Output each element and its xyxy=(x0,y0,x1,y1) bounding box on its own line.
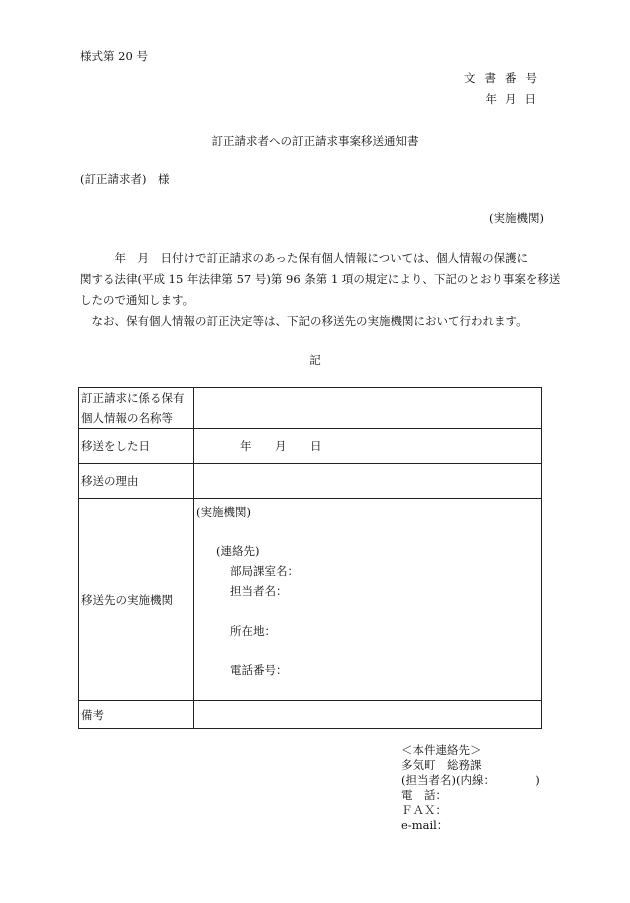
body-line-3: したので通知します。 xyxy=(80,293,195,307)
transfer-reason-value[interactable] xyxy=(194,464,542,499)
destination-org-value[interactable] xyxy=(194,499,542,701)
contact-tel: 電 話： xyxy=(401,788,447,802)
table-row xyxy=(79,464,542,499)
contact-person: (担当者名)(内線： ) xyxy=(401,773,540,787)
transfer-date-value[interactable] xyxy=(194,429,542,464)
issuing-organization: (実施機関) xyxy=(489,211,544,225)
destination-dept-line: 部局課室名： xyxy=(230,564,299,578)
table-row xyxy=(79,388,542,429)
body-line-4: なお、保有個人情報の訂正決定等は、下記の移送先の実施機関において行われます。 xyxy=(80,314,528,328)
body-line-2: 関する法律(平成 15 年法律第 57 号)第 96 条第 1 項の規定により、下記のとおり事案を移送 xyxy=(80,272,561,286)
info-name-label-line-2: 個人情報の名称等 xyxy=(81,411,173,425)
contact-fax: ＦＡＸ： xyxy=(401,803,447,817)
destination-phone-line: 電話番号： xyxy=(230,663,288,677)
contact-office: 多気町 総務課 xyxy=(401,758,482,772)
remarks-value[interactable] xyxy=(194,701,542,729)
contact-email: e-mail： xyxy=(401,818,449,832)
table-row xyxy=(79,429,542,464)
contact-heading: ＜本件連絡先＞ xyxy=(401,743,482,757)
destination-org-label: 移送先の実施機関 xyxy=(79,499,194,701)
body-line-1: 年 月 日付けで訂正請求のあった保有個人情報については、個人情報の保護に xyxy=(80,251,529,265)
transfer-date-label: 移送をした日 xyxy=(79,429,194,464)
document-date-label: 年月日 xyxy=(485,92,544,106)
ki-heading: 記 xyxy=(309,353,321,367)
destination-contact-line: (連絡先) xyxy=(216,544,260,558)
table-row xyxy=(79,701,542,729)
form-number: 様式第 20 号 xyxy=(80,49,148,63)
table-row xyxy=(79,499,542,701)
destination-address-line: 所在地： xyxy=(230,624,276,638)
info-name-label-line-1: 訂正請求に係る保有 xyxy=(81,391,185,405)
destination-org-line: (実施機関) xyxy=(196,505,251,519)
info-name-label xyxy=(79,388,194,429)
contact-block xyxy=(401,743,540,833)
document-number-label: 文書番号 xyxy=(464,71,546,85)
page-title: 訂正請求者への訂正請求事案移送通知書 xyxy=(211,134,419,148)
remarks-label: 備考 xyxy=(79,701,194,729)
addressee: (訂正請求者) 様 xyxy=(80,172,170,186)
info-name-value[interactable] xyxy=(194,388,542,429)
transfer-reason-label: 移送の理由 xyxy=(79,464,194,499)
transfer-details-table xyxy=(78,387,542,729)
destination-person-line: 担当者名： xyxy=(230,584,288,598)
transfer-date-placeholder: 年 月 日 xyxy=(240,439,328,453)
